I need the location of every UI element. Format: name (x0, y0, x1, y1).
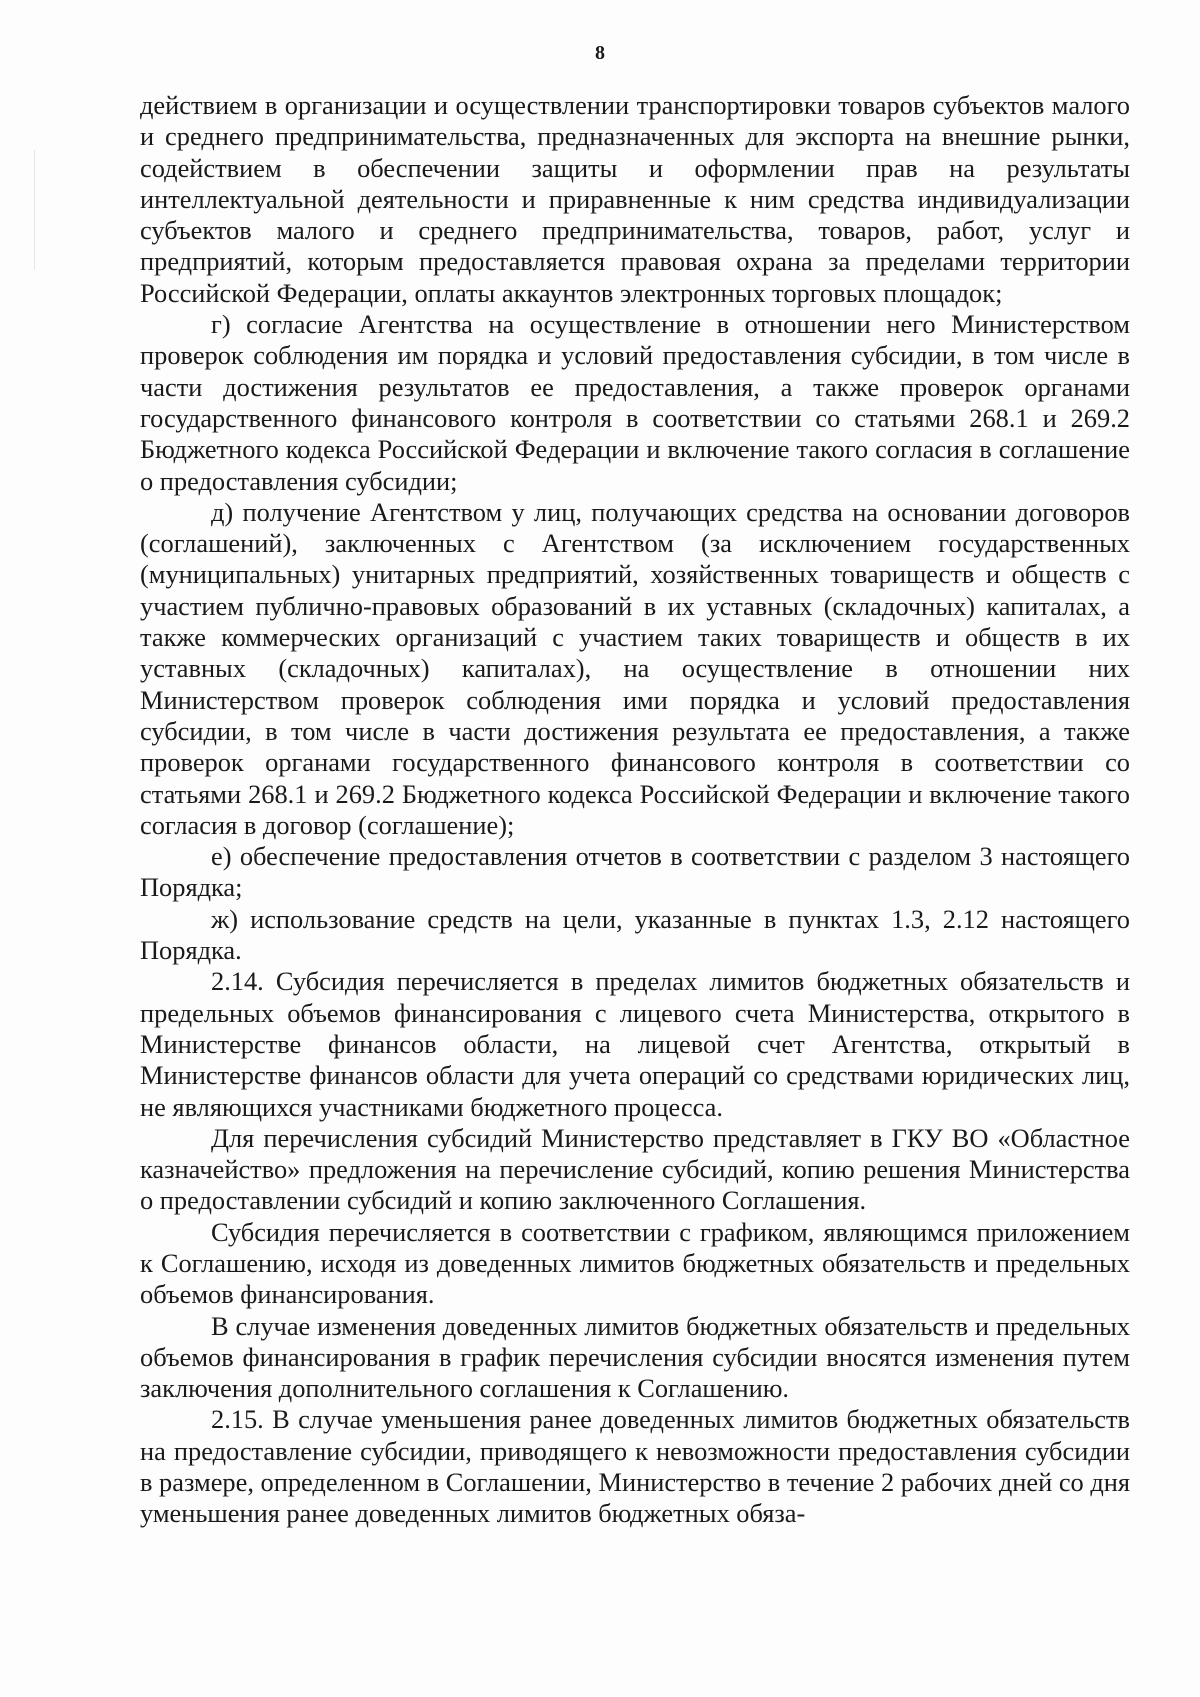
paragraph-continuation: действием в организации и осуществлении транспортировки товаров субъектов малого и среднего предпринимательства, предназначенных для экспорта на внешние рынки, содействием в обеспечении защиты и оформлении прав на результаты интеллектуальной деятельности и приравненные к ним средства индивидуализации субъектов малого и среднего предпринимательства, товаров, работ, услуг и предприятий, которым предоставляется правовая охрана за пределами территории Российской Федерации, оплаты аккаунтов электронных торговых площадок; (140, 90, 1130, 308)
scan-margin-mark (34, 150, 35, 270)
document-body (140, 90, 1130, 1530)
paragraph-item-e: е) обеспечение предоставления отчетов в соответствии с разделом 3 настоящего Порядка; (140, 841, 1130, 903)
paragraph-item-d: д) получение Агентством у лиц, получающих средства на основании договоров (соглашений), заключенных с Агентством (за исключением государственных (муниципальных) унитарных предприятий, хозяйственных товариществ и обществ с участием публично-правовых образований в их уставных (складочных) капиталах, а также коммерческих организаций с участием таких товариществ и обществ в их уставных (складочных) капиталах), на осуществление в отношении них Министерством проверок соблюдения ими порядка и условий предоставления субсидии, в том числе в части достижения результата ее предоставления, а также проверок органами государственного финансового контроля в соответствии со статьями 268.1 и 269.2 Бюджетного кодекса Российской Федерации и включение такого согласия в договор (соглашение); (140, 496, 1130, 840)
paragraph-item-zh: ж) использование средств на цели, указанные в пунктах 1.3, 2.12 настоящего Порядка. (140, 903, 1130, 966)
paragraph-2-14: 2.14. Субсидия перечисляется в пределах лимитов бюджетных обязательств и предельных объемов финансирования с лицевого счета Министерства, открытого в Министерстве финансов области, на лицевой счет Агентства, открытый в Министерстве финансов области для учета операций со средствами юридических лиц, не являющихся участниками бюджетного процесса. (140, 966, 1130, 1122)
paragraph-2-15: 2.15. В случае уменьшения ранее доведенных лимитов бюджетных обязательств на предоставление субсидии, приводящего к невозможности предоставления субсидии в размере, определенном в Соглашении, Министерство в течение 2 рабочих дней со дня уменьшения ранее доведенных лимитов бюджетных обяза- (140, 1404, 1131, 1529)
paragraph-transfer-request: Для перечисления субсидий Министерство представляет в ГКУ ВО «Областное казначейство» предложения на перечисление субсидий, копию решения Министерства о предоставлении субсидий и копию заключенного Соглашения. (140, 1122, 1130, 1216)
paragraph-limit-change: В случае изменения доведенных лимитов бюджетных обязательств и предельных объемов финансирования в график перечисления субсидии вносятся изменения путем заключения дополнительного соглашения к Соглашению. (140, 1310, 1130, 1404)
page-number: 8 (595, 42, 605, 64)
paragraph-schedule: Субсидия перечисляется в соответствии с графиком, являющимся приложением к Соглашению, исходя из доведенных лимитов бюджетных обязательств и предельных объемов финансирования. (140, 1216, 1130, 1310)
paragraph-item-g: г) согласие Агентства на осуществление в отношении него Министерством проверок соблюдения им порядка и условий предоставления субсидии, в том числе в части достижения результатов ее предоставления, а также проверок органами государственного финансового контроля в соответствии со статьями 268.1 и 269.2 Бюджетного кодекса Российской Федерации и включение такого согласия в соглашение о предоставления субсидии; (140, 309, 1130, 496)
